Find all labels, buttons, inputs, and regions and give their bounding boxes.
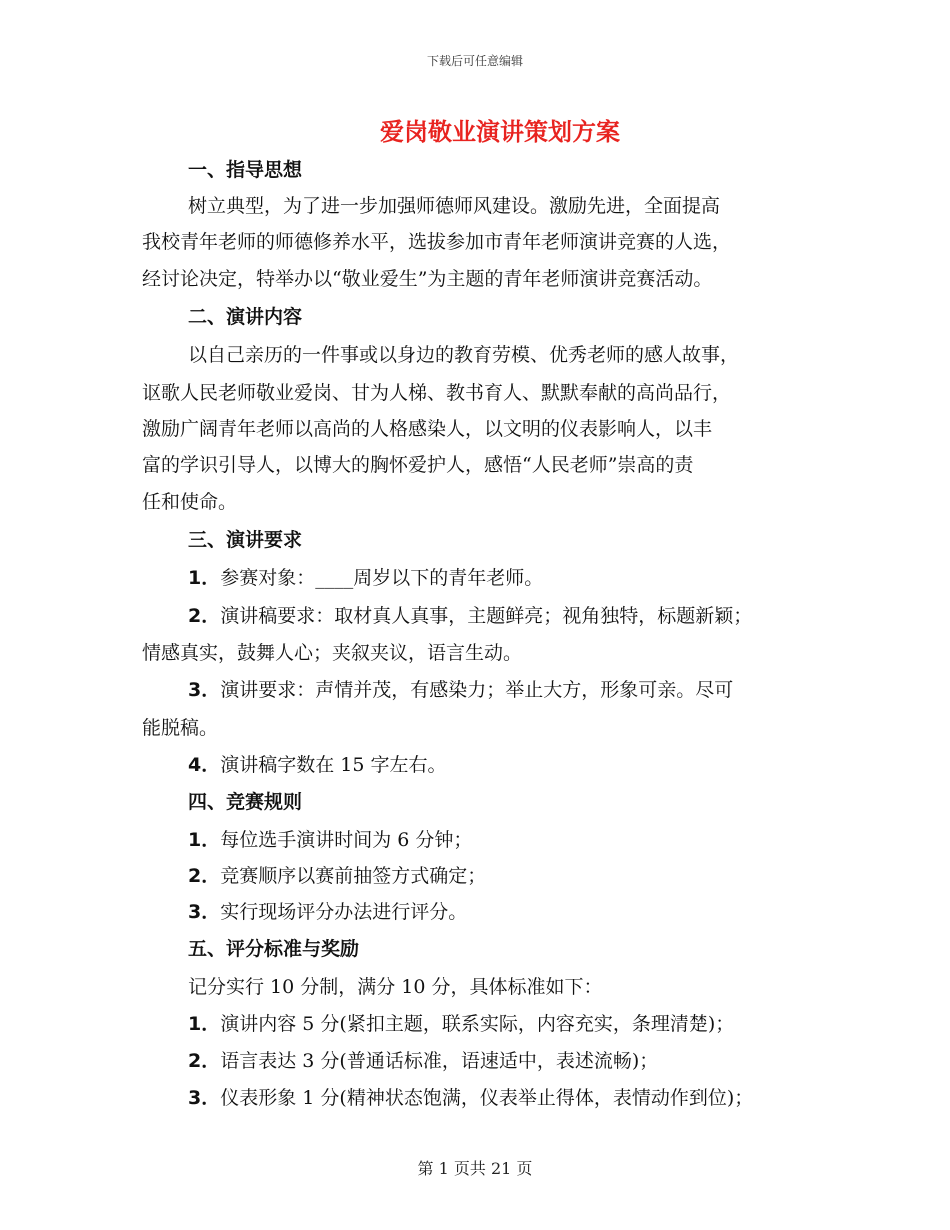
- paragraph-line: [142, 716, 822, 740]
- list-number: 3．: [188, 679, 221, 701]
- line-text: 富的学识引导人，以博大的胸怀爱护人，感悟“人民老师”崇高的责: [142, 454, 694, 476]
- line-text: 二、演讲内容: [188, 306, 303, 328]
- line-text: 参赛对象：____周岁以下的青年老师。: [220, 567, 544, 589]
- list-number: 3．: [188, 1087, 221, 1109]
- line-text: 以自己亲历的一件事或以身边的教育劳模、优秀老师的感人故事，: [188, 344, 740, 366]
- section-heading: [188, 305, 868, 329]
- paragraph-line: [142, 230, 822, 254]
- line-text: 一、指导思想: [188, 159, 303, 181]
- list-number: 3．: [188, 901, 221, 923]
- paragraph-line: [188, 566, 868, 590]
- line-text: 竞赛顺序以赛前抽签方式确定；: [220, 865, 487, 887]
- line-text: 实行现场评分办法进行评分。: [220, 901, 468, 923]
- list-number: 1．: [188, 829, 221, 851]
- paragraph-line: [188, 678, 868, 702]
- line-text: 演讲稿字数在 15 字左右。: [220, 754, 447, 776]
- line-text: 演讲要求：声情并茂，有感染力；举止大方，形象可亲。尽可: [220, 679, 734, 701]
- line-text: 我校青年老师的师德修养水平，选拔参加市青年老师演讲竞赛的人选，: [142, 231, 732, 253]
- line-text: 仪表形象 1 分(精神状态饱满，仪表举止得体，表情动作到位)；: [220, 1087, 754, 1109]
- line-text: 讴歌人民老师敬业爱岗、甘为人梯、教书育人、默默奉献的高尚品行，: [142, 382, 732, 404]
- line-text: 记分实行 10 分制，满分 10 分，具体标准如下：: [188, 976, 603, 998]
- list-number: 4．: [188, 754, 221, 776]
- list-number: 1．: [188, 567, 221, 589]
- line-text: 五、评分标准与奖励: [188, 938, 360, 960]
- line-text: 演讲稿要求：取材真人真事，主题鲜亮；视角独特，标题新颖；: [220, 605, 753, 627]
- paragraph-line: [142, 453, 822, 477]
- line-text: 情感真实，鼓舞人心；夹叙夹议，语言生动。: [142, 642, 523, 664]
- line-text: 四、竞赛规则: [188, 791, 303, 813]
- section-heading: [188, 790, 868, 814]
- document-title: 爱岗敬业演讲策划方案: [380, 117, 620, 146]
- header-note: 下载后可任意编辑: [426, 54, 523, 68]
- line-text: 经讨论决定，特举办以“敬业爱生”为主题的青年老师演讲竞赛活动。: [142, 268, 713, 290]
- paragraph-line: [188, 900, 868, 924]
- line-text: 任和使命。: [142, 491, 238, 513]
- section-heading: [188, 528, 868, 552]
- line-text: 三、演讲要求: [188, 529, 303, 551]
- paragraph-line: [142, 490, 822, 514]
- section-heading: [188, 158, 868, 182]
- line-text: 树立典型，为了进一步加强师德师风建设。激励先进，全面提高: [188, 195, 721, 217]
- line-text: 语言表达 3 分(普通话标准，语速适中，表述流畅)；: [220, 1050, 659, 1072]
- list-number: 2．: [188, 1050, 221, 1072]
- paragraph-line: [188, 975, 868, 999]
- paragraph-line: [188, 1086, 868, 1110]
- paragraph-line: [188, 343, 868, 367]
- paragraph-line: [142, 267, 822, 291]
- line-text: 演讲内容 5 分(紧扣主题，联系实际，内容充实，条理清楚)；: [220, 1013, 735, 1035]
- list-number: 2．: [188, 865, 221, 887]
- section-heading: [188, 937, 868, 961]
- paragraph-line: [188, 753, 868, 777]
- list-number: 1．: [188, 1013, 221, 1035]
- paragraph-line: [142, 641, 822, 665]
- paragraph-line: [188, 194, 868, 218]
- paragraph-line: [142, 417, 822, 441]
- line-text: 能脱稿。: [142, 717, 219, 739]
- paragraph-line: [188, 1049, 868, 1073]
- list-number: 2．: [188, 605, 221, 627]
- paragraph-line: [188, 1012, 868, 1036]
- paragraph-line: [188, 864, 868, 888]
- page-footer: 第 1 页共 21 页: [417, 1159, 533, 1178]
- paragraph-line: [188, 828, 868, 852]
- paragraph-line: [142, 381, 822, 405]
- line-text: 激励广阔青年老师以高尚的人格感染人，以文明的仪表影响人，以丰: [142, 418, 713, 440]
- paragraph-line: [188, 604, 868, 628]
- line-text: 每位选手演讲时间为 6 分钟；: [220, 829, 473, 851]
